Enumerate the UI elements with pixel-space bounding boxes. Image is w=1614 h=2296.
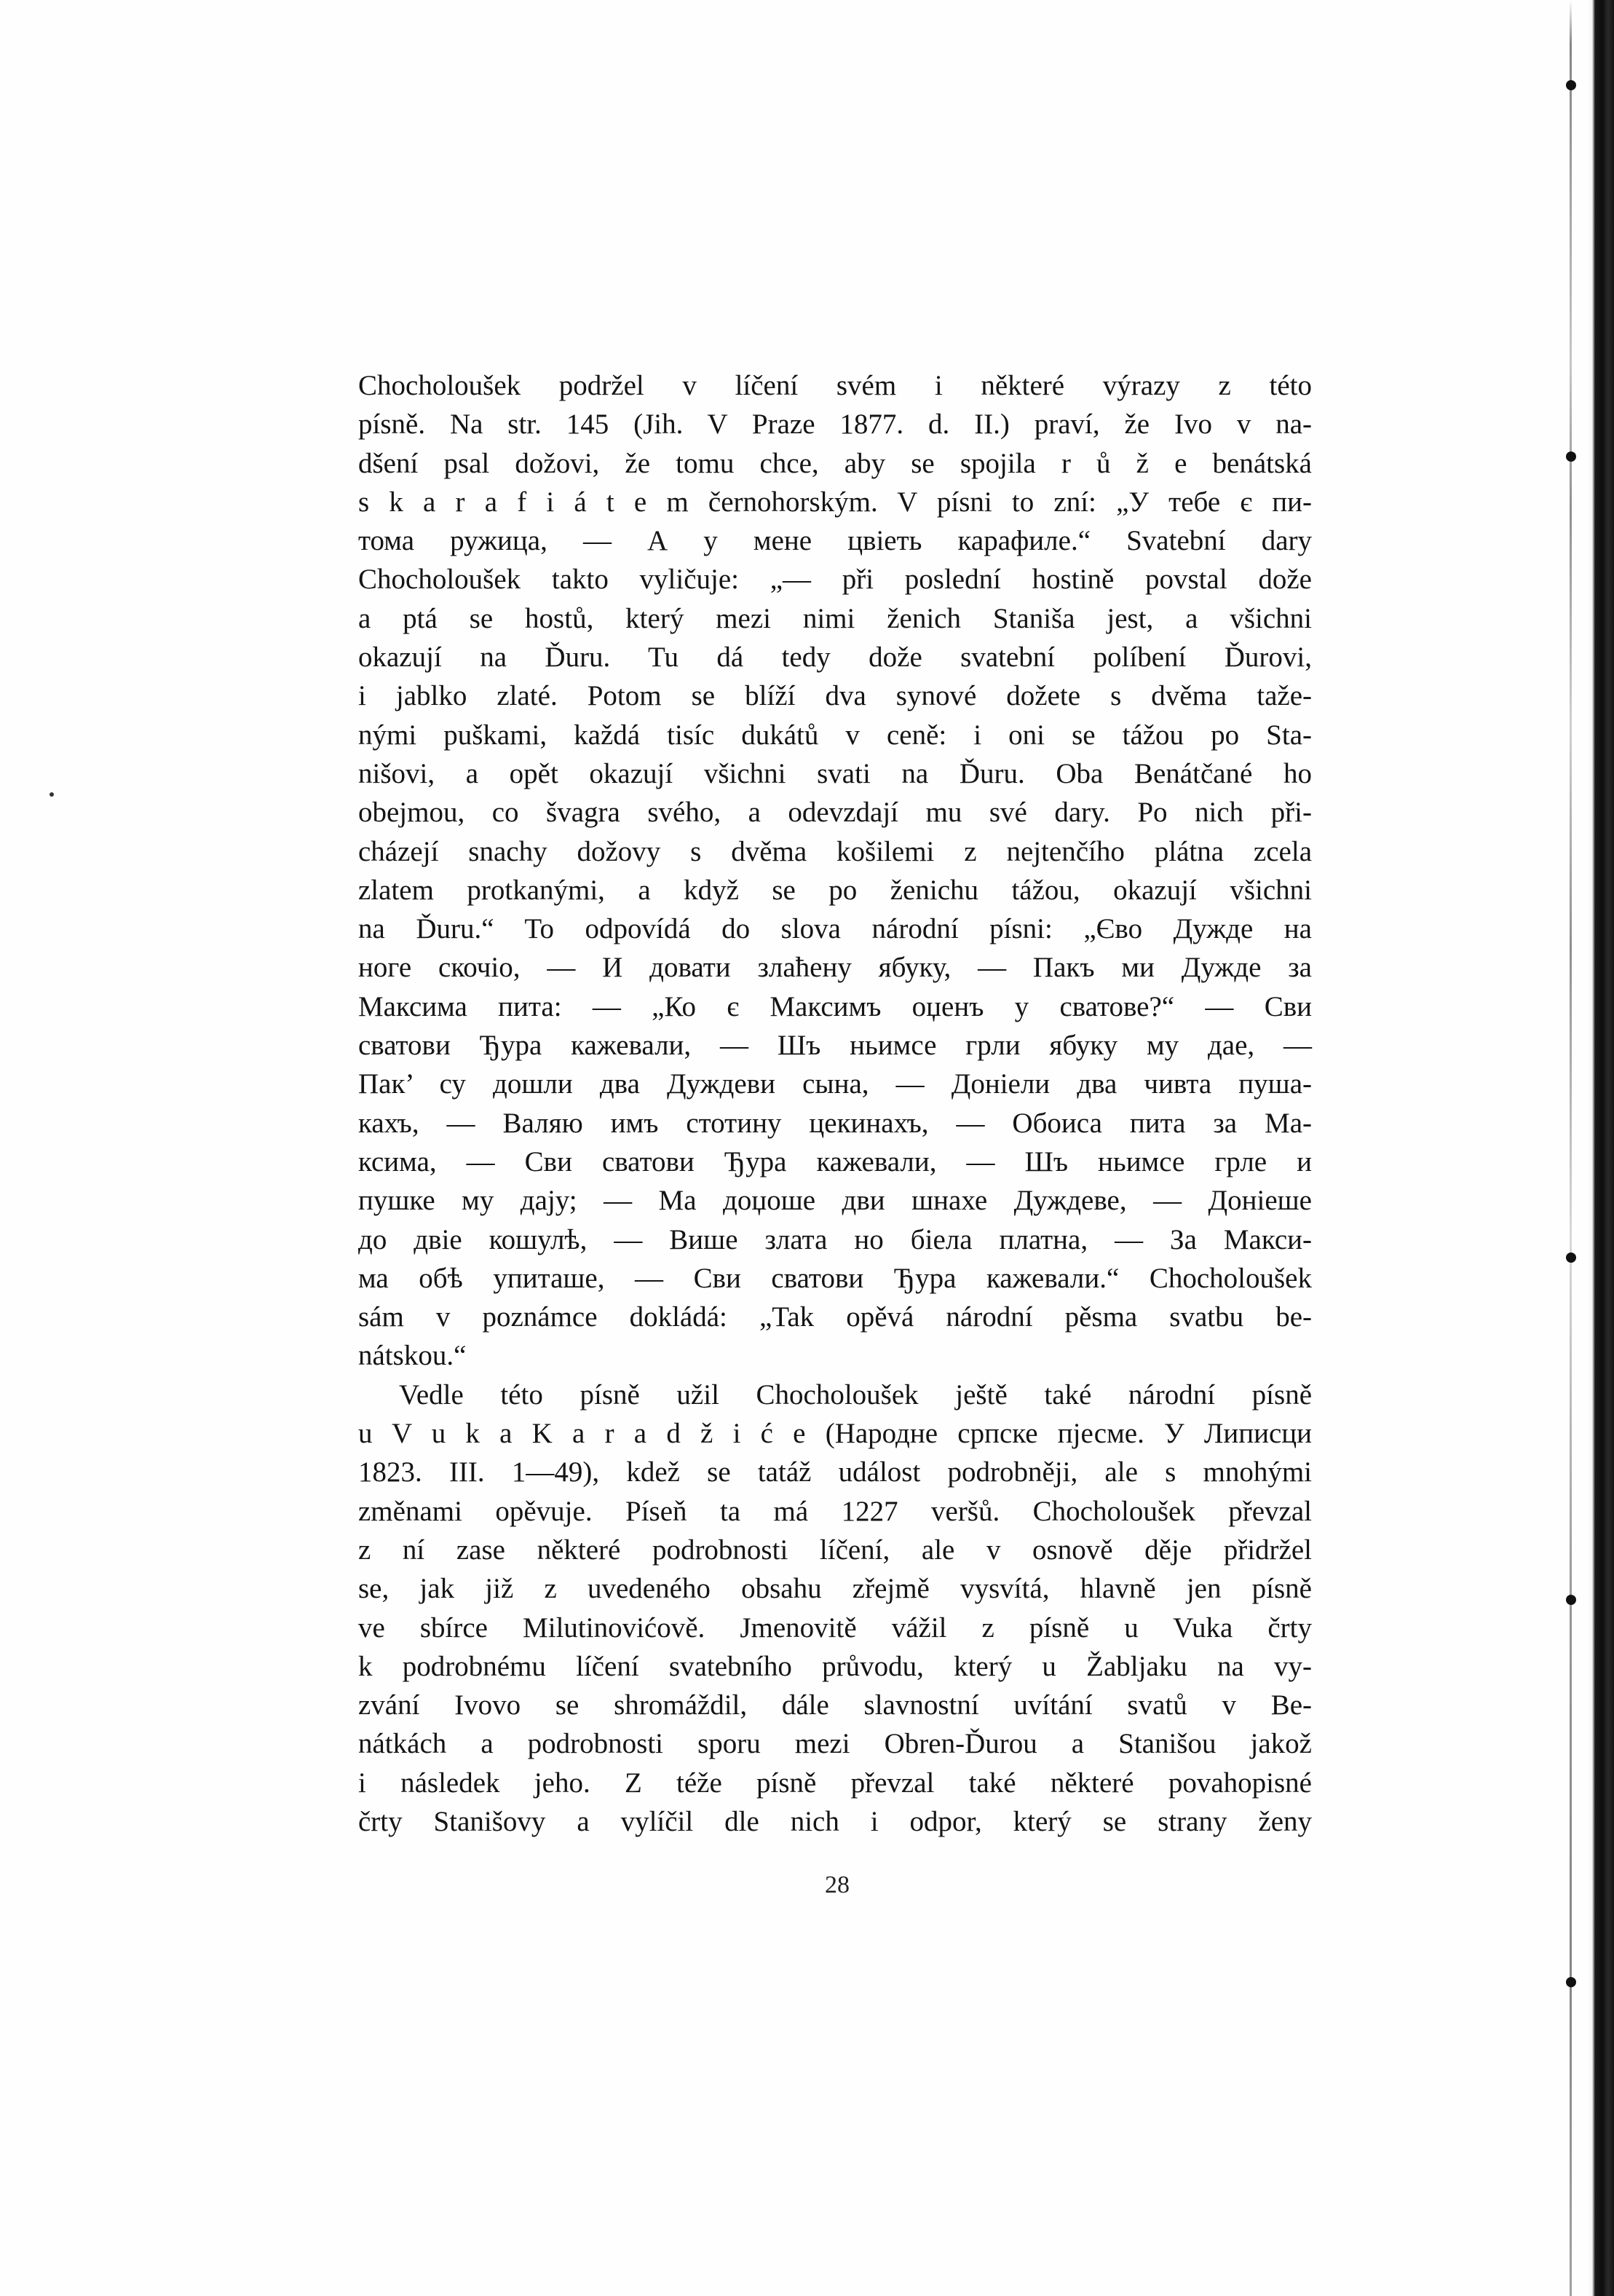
text-line: změnami opěvuje. Píseň ta má 1227 veršů. Chocholoušek převzal xyxy=(358,1495,1312,1527)
text-line: тома ружица, — А у мене цвіеть карафиле.“ Svatební dary xyxy=(358,525,1312,557)
text-line: nátskou.“ xyxy=(358,1340,467,1372)
text-line: črty Stanišovy a vylíčil dle nich i odpor, který se strany ženy xyxy=(358,1805,1312,1837)
text-line: zlatem protkanými, a když se po ženichu tážou, okazují všichni xyxy=(358,874,1312,906)
text-line: Chocholoušek takto vyličuje: „— při poslední hostině povstal dože xyxy=(358,564,1312,596)
text-line: ноге скочіо, — И довати злаћену ябуку, — Пакъ ми Дужде за xyxy=(358,952,1312,984)
book-edge-shadow xyxy=(1588,0,1614,2296)
text-line: sám v poznámce dokládá: „Tak opěvá národní pěsma svatbu be- xyxy=(358,1301,1312,1333)
text-line: a ptá se hostů, který mezi nimi ženich Staniša jest, a všichni xyxy=(358,602,1312,634)
text-line: nátkách a podrobnosti sporu mezi Obren-Ďurou a Stanišou jakož xyxy=(358,1728,1312,1760)
text-line: k podrobnému líčení svatebního průvodu, který u Žabljaku na vy- xyxy=(358,1650,1312,1682)
text-line: se, jak již z uvedeného obsahu zřejmě vysvítá, hlavně jen písně xyxy=(358,1573,1312,1605)
page-number: 28 xyxy=(825,1871,850,1898)
text-line: obejmou, co švagra svého, a odevzdají mu své dary. Po nich při- xyxy=(358,797,1312,829)
text-line: ксима, — Сви сватови Ђура кажевали, — Шъ ньимсе грле и xyxy=(358,1145,1312,1177)
body-text xyxy=(358,366,1312,1841)
scan-speck xyxy=(50,792,54,797)
text-line: i jablko zlaté. Potom se blíží dva synové dožete s dvěma taže- xyxy=(358,680,1312,712)
text-line: Максима пита: — „Ко є Максимъ оџенъ у сватове?“ — Сви xyxy=(358,990,1312,1022)
scan-edge-mark xyxy=(1566,1977,1576,1987)
text-line: кахъ, — Валяю имъ стотину цекинахъ, — Обоиса пита за Ма- xyxy=(358,1107,1312,1139)
text-line: Vedle této písně užil Chocholoušek ještě také národní písně xyxy=(399,1378,1312,1411)
text-line: Chocholoušek podržel v líčení svém i některé výrazy z této xyxy=(358,370,1312,401)
text-line: okazují na Ďuru. Tu dá tedy dože svatební políbení Ďurovi, xyxy=(358,642,1312,674)
text-line: сватови Ђура кажевали, — Шъ ньимсе грли ябуку му дае, — xyxy=(358,1030,1312,1062)
paragraph-2 xyxy=(358,1376,1312,1842)
text-line: na Ďuru.“ To odpovídá do slova národní písni: „Єво Дужде на xyxy=(358,913,1312,945)
text-line: nými puškami, každá tisíc dukátů v ceně: i oni se tážou po Sta- xyxy=(358,719,1312,751)
text-line: dšení psal dožovi, že tomu chce, aby se spojila r ů ž e benátská xyxy=(358,447,1312,479)
text-line: Пак’ су дошли два Дуждеви сына, — Доніели два чивта пуша- xyxy=(358,1068,1312,1100)
scan-border-line xyxy=(1570,0,1572,2296)
scan-edge-mark xyxy=(1566,451,1576,462)
text-line: cházejí snachy dožovy s dvěma košilemi z nejtenčího plátna zcela xyxy=(358,835,1312,867)
text-line: s k a r a f i á t e m černohorským. V písni to zní: „У тебе є пи- xyxy=(358,486,1312,518)
text-line: ма обѣ упиташе, — Сви сватови Ђура кажевали.“ Chocholoušek xyxy=(358,1262,1312,1294)
paragraph-1 xyxy=(358,366,1312,1376)
scan-edge-mark xyxy=(1566,80,1576,90)
text-line: ve sbírce Milutinovićově. Jmenovitě vážil z písně u Vuka črty xyxy=(358,1611,1312,1644)
text-line: до двіе кошулѣ, — Више злата но біела платна, — За Макси- xyxy=(358,1223,1312,1255)
text-line: u V u k a K a r a d ž i ć e (Народне српске пјесме. У Липисци xyxy=(358,1418,1312,1450)
text-line: z ní zase některé podrobnosti líčení, ale v osnově děje přidržel xyxy=(358,1534,1312,1566)
scan-edge-mark xyxy=(1566,1252,1576,1263)
text-line: nišovi, a opět okazují všichni svati na Ďuru. Oba Benátčané ho xyxy=(358,757,1312,789)
text-line: zvání Ivovo se shromáždil, dále slavnostní uvítání svatů v Be- xyxy=(358,1689,1312,1721)
text-line: i následek jeho. Z téže písně převzal také některé povahopisné xyxy=(358,1767,1312,1799)
text-line: пушке му дају; — Ма доџоше дви шнахе Дуждеве, — Доніеше xyxy=(358,1185,1312,1217)
text-line: 1823. III. 1—49), kdež se tatáž událost podrobněji, ale s mnohými xyxy=(358,1456,1312,1488)
text-line: písně. Na str. 145 (Jih. V Praze 1877. d. II.) praví, že Ivo v na- xyxy=(358,409,1312,441)
scan-edge-mark xyxy=(1566,1595,1576,1605)
